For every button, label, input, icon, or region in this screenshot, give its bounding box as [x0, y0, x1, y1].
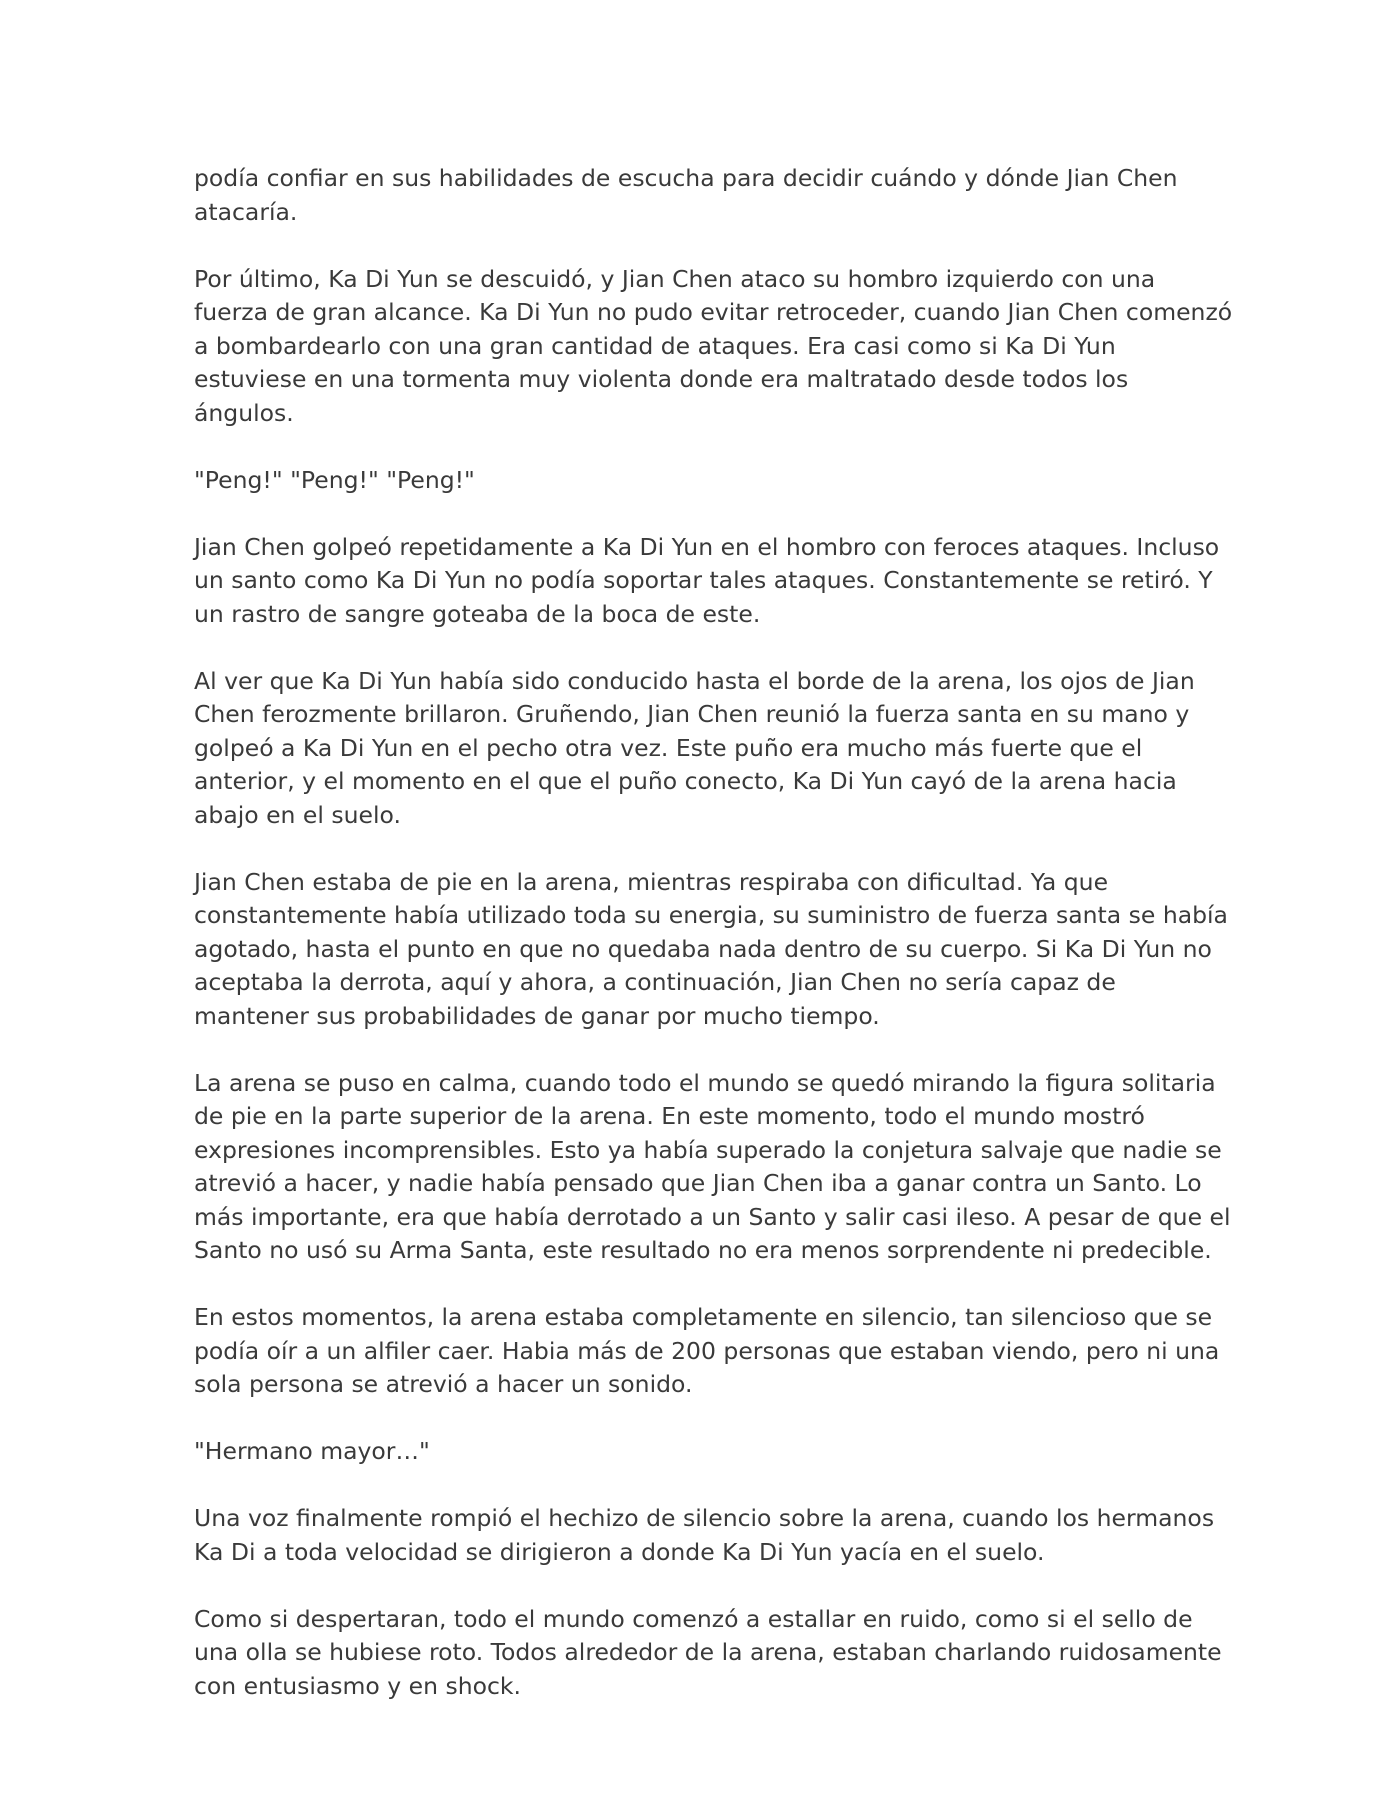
paragraph: podía confiar en sus habilidades de escucha para decidir cuándo y dónde Jian Chen atacaría.	[194, 164, 1178, 226]
paragraph: Por último, Ka Di Yun se descuidó, y Jian Chen ataco su hombro izquierdo con una fuerza de gran alcance. Ka Di Yun no pudo evitar retroceder, cuando Jian Chen comenzó a bombardearlo con una gran cantidad de ataques. Era casi como si Ka Di Yun estuviese en una tormenta muy violenta donde era maltratado desde todos los ángulos.	[194, 264, 1233, 427]
paragraph: Jian Chen golpeó repetidamente a Ka Di Yun en el hombro con feroces ataques. Incluso un santo como Ka Di Yun no podía soportar tales ataques. Constantemente se retiró. Y un rastro de sangre goteaba de la boca de este.	[194, 532, 1220, 628]
paragraph: "Peng!" "Peng!" "Peng!"	[194, 465, 475, 494]
paragraph: Una voz finalmente rompió el hechizo de silencio sobre la arena, cuando los hermanos Ka Di a toda velocidad se dirigieron a donde Ka Di Yun yacía en el suelo.	[194, 1504, 1215, 1566]
paragraph: La arena se puso en calma, cuando todo el mundo se quedó mirando la figura solitaria de pie en la parte superior de la arena. En este momento, todo el mundo mostró expresiones incomprensibles. Esto ya había superado la conjetura salvaje que nadie se atrevió a hacer, y nadie había pensado que Jian Chen iba a ganar contra un Santo. Lo más importante, era que había derrotado a un Santo y salir casi ileso. A pesar de que el Santo no usó su Arma Santa, este resultado no era menos sorprendente ni predecible.	[194, 1068, 1231, 1264]
paragraph: Como si despertaran, todo el mundo comenzó a estallar en ruido, como si el sello de una olla se hubiese roto. Todos alrededor de la arena, estaban charlando ruidosamente con entusiasmo y en shock.	[194, 1604, 1222, 1700]
paragraph: Jian Chen estaba de pie en la arena, mientras respiraba con dificultad. Ya que constantemente había utilizado toda su energia, su suministro de fuerza santa se había agotado, hasta el punto en que no quedaba nada dentro de su cuerpo. Si Ka Di Yun no aceptaba la derrota, aquí y ahora, a continuación, Jian Chen no sería capaz de mantener sus probabilidades de ganar por mucho tiempo.	[194, 867, 1228, 1030]
paragraph: Al ver que Ka Di Yun había sido conducido hasta el borde de la arena, los ojos de Jian Chen ferozmente brillaron. Gruñendo, Jian Chen reunió la fuerza santa en su mano y golpeó a Ka Di Yun en el pecho otra vez. Este puño era mucho más fuerte que el anterior, y el momento en el que el puño conecto, Ka Di Yun cayó de la arena hacia abajo en el suelo.	[194, 666, 1195, 829]
paragraph: "Hermano mayor…"	[194, 1437, 430, 1465]
paragraph: En estos momentos, la arena estaba completamente en silencio, tan silencioso que se podía oír a un alfiler caer. Habia más de 200 personas que estaban viendo, pero ni una sola persona se atrevió a hacer un sonido.	[194, 1303, 1220, 1398]
document-body	[194, 162, 1234, 1703]
